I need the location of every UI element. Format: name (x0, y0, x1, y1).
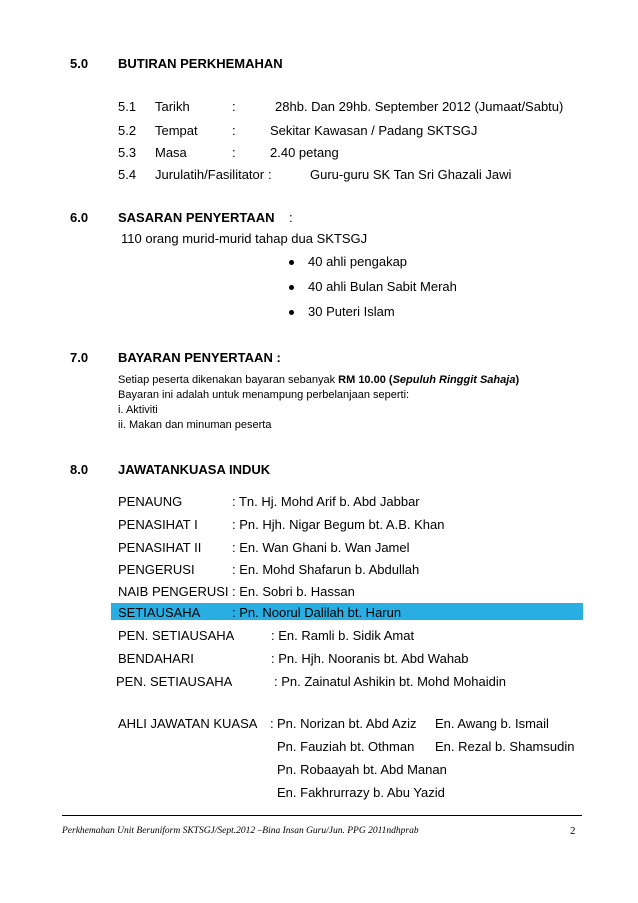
footer-divider (62, 815, 582, 816)
bullet-item-2: 40 ahli Bulan Sabit Merah (308, 279, 457, 294)
committee-member: : En. Ramli b. Sidik Amat (271, 628, 415, 643)
payment-paren-close: ) (515, 374, 520, 386)
ajk-member: Pn. Fauziah bt. Othman (277, 739, 415, 754)
bullet-icon (289, 310, 294, 315)
payment-amount-words: Sepuluh Ringgit Sahaja (392, 374, 516, 386)
committee-member: : En. Mohd Shafarun b. Abdullah (232, 562, 420, 577)
committee-role: PEN. SETIAUSAHA (118, 628, 235, 643)
payment-paren-open: ( (385, 374, 393, 386)
row-5-4-label: Jurulatih/Fasilitator (155, 167, 265, 182)
ajk-member: En. Awang b. Ismail (435, 716, 549, 731)
section-6-number: 6.0 (70, 210, 89, 225)
committee-role: SETIAUSAHA (118, 605, 201, 620)
committee-member: : Tn. Hj. Mohd Arif b. Abd Jabbar (232, 494, 420, 509)
row-5-4-number: 5.4 (118, 167, 137, 182)
row-5-3-value: 2.40 petang (270, 145, 339, 160)
committee-role: PENASIHAT I (118, 517, 198, 532)
committee-member: : Pn. Hjh. Nigar Begum bt. A.B. Khan (232, 517, 445, 532)
committee-member: : En. Sobri b. Hassan (232, 584, 355, 599)
ajk-colon: : (270, 716, 274, 731)
section-6-title: SASARAN PENYERTAAN (118, 210, 275, 225)
ajk-member: Pn. Robaayah bt. Abd Manan (277, 762, 447, 777)
row-5-2-number: 5.2 (118, 123, 137, 138)
footer-text: Perkhemahan Unit Beruniform SKTSGJ/Sept.2012 –Bina Insan Guru/Jun. PPG 2011ndhprab (62, 826, 419, 836)
section-8-title: JAWATANKUASA INDUK (118, 462, 271, 477)
payment-line (118, 374, 519, 386)
committee-member: : Pn. Noorul Dalilah bt. Harun (232, 605, 402, 620)
ajk-member: Pn. Norizan bt. Abd Aziz (277, 716, 417, 731)
payment-purpose: Bayaran ini adalah untuk menampung perbelanjaan seperti: (118, 389, 410, 401)
bullet-item-1: 40 ahli pengakap (308, 254, 408, 269)
row-5-1-label: Tarikh (155, 99, 190, 114)
bullet-item-3: 30 Puteri Islam (308, 304, 395, 319)
payment-item-1: i. Aktiviti (118, 404, 158, 416)
ajk-member: En. Fakhrurrazy b. Abu Yazid (277, 785, 445, 800)
row-5-3-label: Masa (155, 145, 187, 160)
section-5-title: BUTIRAN PERKHEMAHAN (118, 56, 283, 71)
row-5-3-number: 5.3 (118, 145, 137, 160)
row-5-4-colon: : (268, 167, 272, 182)
committee-role: PENASIHAT II (118, 540, 202, 555)
section-6-intro: 110 orang murid-murid tahap dua SKTSGJ (121, 231, 368, 246)
row-5-1-colon: : (232, 99, 236, 114)
row-5-2-label: Tempat (155, 123, 198, 138)
row-5-4-value: Guru-guru SK Tan Sri Ghazali Jawi (310, 167, 512, 182)
committee-role: BENDAHARI (118, 651, 194, 666)
section-5-number: 5.0 (70, 56, 89, 71)
section-7-title: BAYARAN PENYERTAAN : (118, 350, 281, 365)
section-7-number: 7.0 (70, 350, 89, 365)
bullet-icon (289, 260, 294, 265)
row-5-2-colon: : (232, 123, 236, 138)
ajk-member: En. Rezal b. Shamsudin (435, 739, 575, 754)
row-5-2-value: Sekitar Kawasan / Padang SKTSGJ (270, 123, 478, 138)
ajk-label: AHLI JAWATAN KUASA (118, 716, 258, 731)
payment-text: Setiap peserta dikenakan bayaran sebanyak (118, 374, 339, 386)
bullet-icon (289, 285, 294, 290)
payment-amount: RM 10.00 (338, 374, 386, 386)
row-5-1-value: 28hb. Dan 29hb. September 2012 (Jumaat/Sabtu) (275, 99, 564, 114)
committee-role: PENGERUSI (118, 562, 195, 577)
section-6-title-colon: : (289, 210, 293, 225)
committee-role: PEN. SETIAUSAHA (116, 674, 233, 689)
committee-member: : Pn. Hjh. Nooranis bt. Abd Wahab (271, 651, 469, 666)
committee-role: NAIB PENGERUSI (118, 584, 229, 599)
row-5-1-number: 5.1 (118, 99, 137, 114)
row-5-3-colon: : (232, 145, 236, 160)
page-number: 2 (570, 825, 576, 837)
committee-member: : En. Wan Ghani b. Wan Jamel (232, 540, 410, 555)
section-8-number: 8.0 (70, 462, 89, 477)
payment-item-2: ii. Makan dan minuman peserta (118, 419, 272, 431)
committee-member: : Pn. Zainatul Ashikin bt. Mohd Mohaidin (274, 674, 506, 689)
committee-role: PENAUNG (118, 494, 183, 509)
